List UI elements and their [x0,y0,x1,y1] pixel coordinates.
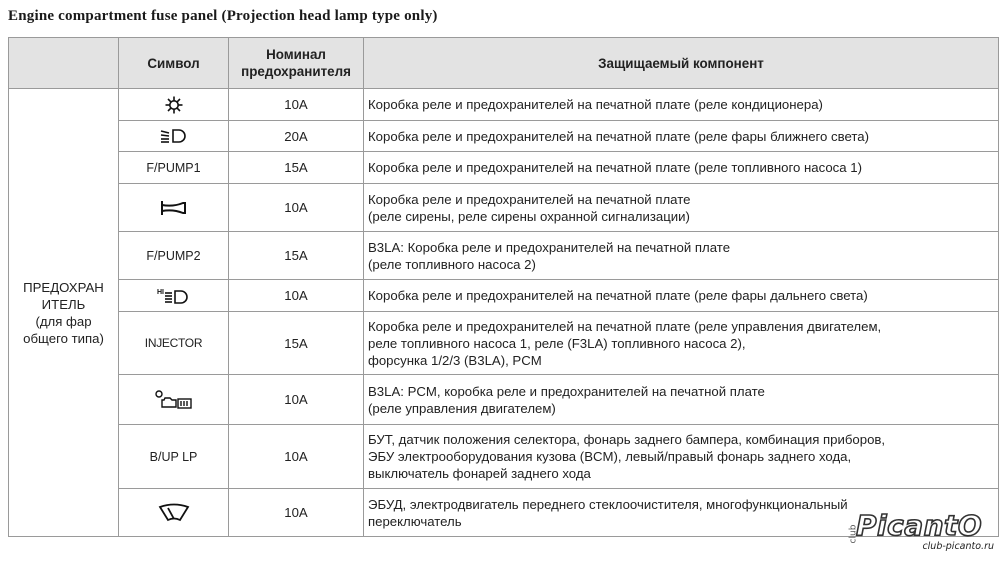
rating-cell: 15A [229,152,364,184]
rating-cell: 10A [229,375,364,425]
component-line: БУТ, датчик положения селектора, фонарь заднего бампера, комбинация приборов, [368,432,886,447]
table-row [9,184,999,232]
rating-cell: 10A [229,184,364,232]
symbol-cell: F/PUMP2 [119,232,229,280]
rating-cell: 20A [229,121,364,152]
component-cell [364,280,999,312]
component-line: Коробка реле и предохранителей на печатной плате (реле фары ближнего света) [368,128,870,144]
component-line: ЭБУД, электродвигатель переднего стеклоочистителя, многофункциональный [368,496,848,512]
symbol-cell: INJECTOR [119,312,229,375]
high-beam-icon [157,287,191,302]
component-cell [364,184,999,232]
table-row [9,152,999,184]
symbol-cell [119,489,229,537]
table-row [9,121,999,152]
watermark [844,511,994,557]
component-line: Коробка реле и предохранителей на печатной плате (реле фары дальнего света) [368,288,868,303]
header-category [9,38,119,89]
page-title: Engine compartment fuse panel (Projection head lamp type only) [8,8,438,24]
table-row [9,425,999,489]
header-rating-line2: предохранителя [241,64,351,79]
symbol-cell [119,375,229,425]
rating-cell: 10A [229,425,364,489]
category-line: (для фар [35,313,92,329]
symbol-cell [119,280,229,312]
rating-cell: 15A [229,312,364,375]
category-line: ИТЕЛЬ [41,296,86,312]
component-line: B3LA: Коробка реле и предохранителей на печатной плате [368,239,731,255]
header-rating [229,38,364,89]
table-row [9,280,999,312]
engine-control-icon [154,391,194,406]
component-line: форсунка 1/2/3 (B3LA), PCM [368,352,542,368]
rating-cell: 10A [229,89,364,121]
rating-cell: 10A [229,489,364,537]
component-cell [364,152,999,184]
symbol-cell [119,89,229,121]
table-row [9,375,999,425]
category-cell [9,89,119,537]
component-cell [364,232,999,280]
header-symbol: Символ [119,38,229,89]
table-row [9,232,999,280]
header-rating-line1: Номинал [266,47,326,62]
category-line: ПРЕДОХРАН [23,279,104,295]
wiper-icon [158,504,190,519]
symbol-cell [119,121,229,152]
component-line: (реле топливного насоса 2) [368,256,536,272]
rating-cell: 15A [229,232,364,280]
component-line: переключатель [368,513,462,529]
watermark-logo: PicantO [856,509,983,542]
component-cell [364,121,999,152]
table-row [9,312,999,375]
component-line: ЭБУ электрооборудования кузова (BCM), левый/правый фонарь заднего хода, [368,449,852,464]
ac-fan-icon [165,96,183,111]
component-cell [364,425,999,489]
category-line: общего типа) [23,330,104,346]
header-component: Защищаемый компонент [364,38,999,89]
high-beam-label: HI [156,288,164,296]
rating-cell: 10A [229,280,364,312]
low-beam-icon [159,128,189,143]
component-line: выключатель фонарей заднего хода [368,466,591,481]
watermark-url: club-picanto.ru [922,541,994,552]
component-line: B3LA: PCM, коробка реле и предохранителей на печатной плате [368,383,765,399]
component-line: (реле управления двигателем) [368,400,556,416]
component-line: Коробка реле и предохранителей на печатной плате (реле управления двигателем, [368,318,882,334]
symbol-cell [119,184,229,232]
component-cell [364,89,999,121]
component-line: реле топливного насоса 1, реле (F3LA) топливного насоса 2), [368,335,746,351]
horn-icon [159,199,189,214]
watermark-club: club [848,524,859,544]
component-line: Коробка реле и предохранителей на печатной плате [368,191,691,207]
fuse-table [8,37,999,537]
symbol-cell: B/UP LP [119,425,229,489]
header-row [9,38,999,89]
component-line: (реле сирены, реле сирены охранной сигнализации) [368,208,690,224]
table-row [9,89,999,121]
symbol-cell: F/PUMP1 [119,152,229,184]
component-cell [364,375,999,425]
component-cell [364,312,999,375]
component-line: Коробка реле и предохранителей на печатной плате (реле кондиционера) [368,97,823,112]
component-line: Коробка реле и предохранителей на печатной плате (реле топливного насоса 1) [368,160,862,175]
